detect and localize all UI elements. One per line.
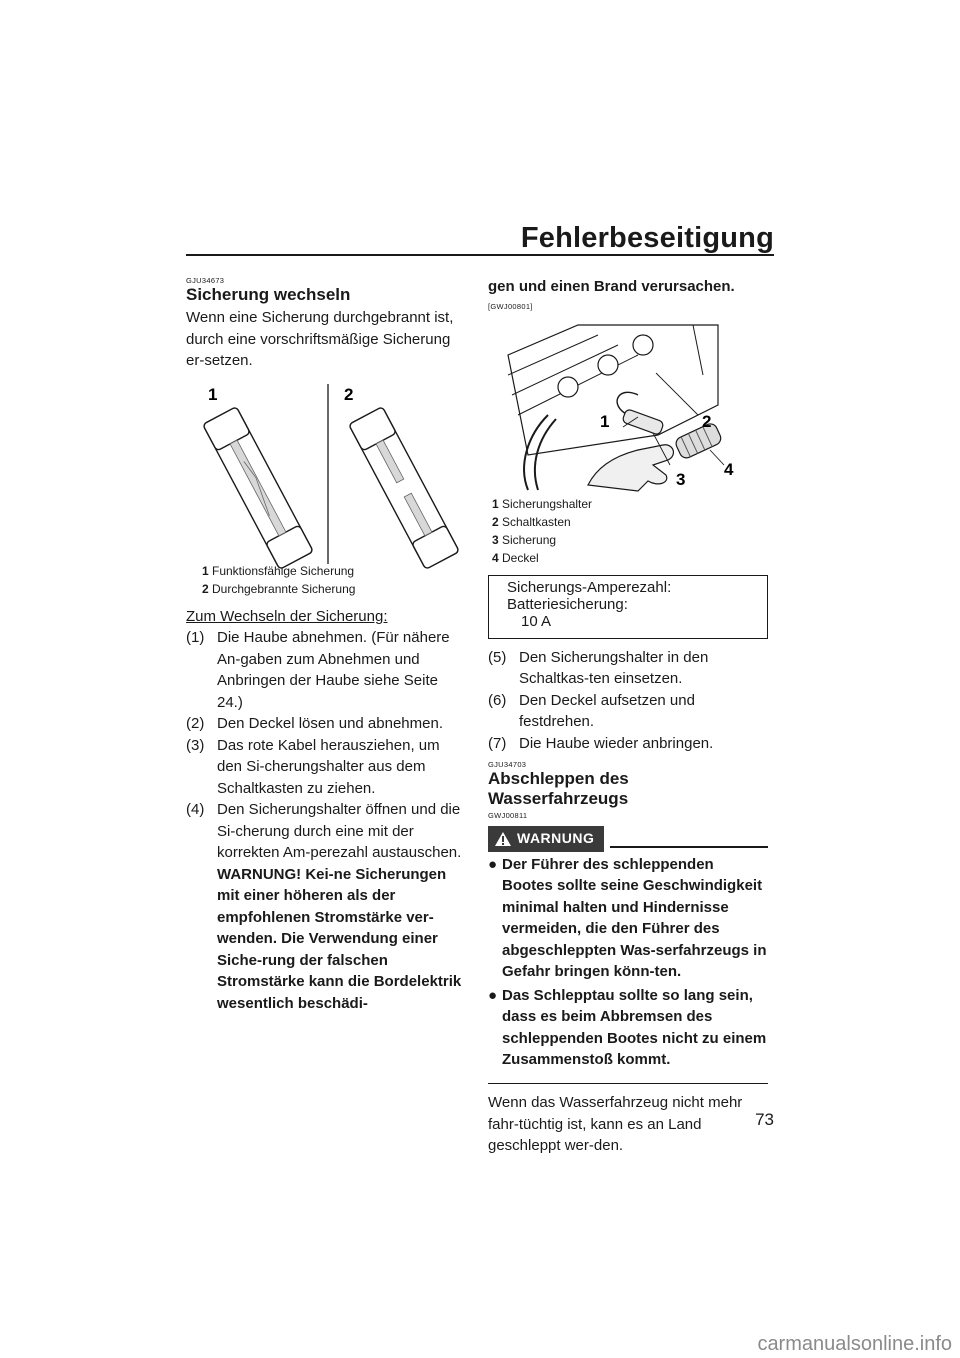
intro-text: Wenn eine Sicherung durchgebrannt ist, durch eine vorschriftsmäßige Sicherung er-setzen. <box>186 309 454 369</box>
caption-number: 3 <box>492 532 499 547</box>
page-title: Fehlerbeseitigung <box>520 222 774 254</box>
step-text: Den Deckel lösen und abnehmen. <box>217 715 443 732</box>
warning-label: WARNUNG <box>517 830 595 846</box>
caption-text: Funktionsfähige Sicherung <box>212 563 355 578</box>
fusebox-label-3: 3 <box>676 469 686 489</box>
bullet-dot: ● <box>488 855 498 873</box>
warning-header <box>488 826 768 852</box>
step-item <box>186 713 466 735</box>
fuse-illustration <box>186 378 466 578</box>
warning-code: GWJ00811 <box>488 811 528 820</box>
figure-caption <box>492 495 768 567</box>
section-heading: Abschleppen des Wasserfahrzeugs <box>488 769 629 808</box>
warning-rule <box>610 846 768 848</box>
step-item <box>186 799 466 1014</box>
fusebox-label-2: 2 <box>702 411 712 431</box>
fusebox-label-4: 4 <box>724 459 734 479</box>
page-number: 73 <box>755 1110 774 1129</box>
inline-warning: WARNUNG! Kei-ne Sicherungen mit einer höheren als der empfohlenen Stromstärke ver-wenden. Die Verwendung einer Siche-rung der falschen Stromstärke kann die Bordelektrik wesentlich beschädi- <box>217 865 462 1012</box>
fuse-label-1: 1 <box>208 384 218 404</box>
warning-triangle-icon <box>494 831 512 847</box>
step-number: (6) <box>488 691 507 709</box>
step-text-plain: Den Sicherungshalter öffnen und die Si-cherung durch eine mit der korrekten Am-perezahl austauschen. <box>217 801 462 861</box>
step-number: (2) <box>186 715 205 732</box>
section-code: GJU34703 <box>488 760 527 769</box>
spec-line-1: Sicherungs-Amperezahl: <box>507 578 672 596</box>
warning-code: [GWJ00801] <box>488 301 533 311</box>
caption-number: 1 <box>492 496 499 511</box>
header-rule <box>186 254 774 256</box>
fuse-label-2: 2 <box>344 384 354 404</box>
caption-text: Schaltkasten <box>502 514 571 529</box>
step-text: Den Sicherungshalter in den Schaltkas-ten einsetzen. <box>519 648 709 687</box>
caption-text: Sicherungshalter <box>502 496 593 511</box>
spec-line-3: 10 A <box>521 612 552 630</box>
step-text: Das rote Kabel herausziehen, um den Si-cherungshalter aus dem Schaltkasten zu ziehen. <box>217 736 440 797</box>
left-column <box>186 276 466 1014</box>
caption-text: Durchgebrannte Sicherung <box>212 581 356 596</box>
step-text: Die Haube abnehmen. (Für nähere An-gaben zum Abnehmen und Anbringen der Haube siehe Seite 24.) <box>217 629 450 711</box>
step-number: (1) <box>186 629 205 646</box>
step-item <box>186 735 466 800</box>
step-number: (7) <box>488 734 507 752</box>
spec-line-2: Batteriesicherung: <box>507 595 628 613</box>
warning-bullet <box>488 985 768 1071</box>
step-item <box>488 733 768 755</box>
caption-number: 4 <box>492 550 499 565</box>
step-text <box>217 799 466 1014</box>
fusebox-label-1: 1 <box>600 411 610 431</box>
bullet-text: Der Führer des schleppenden Bootes sollte seine Geschwindigkeit minimal halten und Hindernisse vermeiden, die den Führer des abgeschleppten Was-serfahrzeugs in Gefahr bringen könn-ten. <box>502 855 767 980</box>
fusebox-illustration <box>488 315 768 495</box>
spec-box <box>488 575 768 639</box>
step-number: (3) <box>186 736 205 754</box>
step-text: Den Deckel aufsetzen und festdrehen. <box>519 691 695 730</box>
right-column <box>488 276 768 1157</box>
watermark: carmanualsonline.info <box>757 1333 952 1355</box>
caption-text: Sicherung <box>502 532 557 547</box>
tow-body-text: Wenn das Wasserfahrzeug nicht mehr fahr-tüchtig ist, kann es an Land geschleppt wer-den. <box>488 1094 743 1154</box>
bullet-text: Das Schlepptau sollte so lang sein, dass es beim Abbremsen des schleppenden Bootes nicht zu einem Zusammenstoß kommt. <box>502 986 767 1068</box>
step-item <box>488 690 768 733</box>
bullet-dot: ● <box>488 986 498 1004</box>
warning-badge <box>488 826 604 852</box>
warning-bullet <box>488 854 768 983</box>
fusebox-figure <box>488 315 768 495</box>
step-number: (4) <box>186 801 205 818</box>
warning-continuation: gen und einen Brand verursachen. <box>488 278 735 295</box>
step-item <box>488 647 768 690</box>
step-text: Die Haube wieder anbringen. <box>519 734 714 752</box>
step-number: (5) <box>488 648 507 666</box>
fuse-figure <box>186 378 466 578</box>
section-code: GJU34673 <box>186 276 225 285</box>
step-item <box>186 627 466 713</box>
warning-end-rule <box>488 1083 768 1085</box>
section-heading: Sicherung wechseln <box>186 285 351 304</box>
caption-number: 2 <box>492 514 499 529</box>
caption-number: 1 <box>202 563 209 578</box>
steps-title: Zum Wechseln der Sicherung: <box>186 607 388 625</box>
caption-number: 2 <box>202 581 209 596</box>
caption-text: Deckel <box>502 550 539 565</box>
